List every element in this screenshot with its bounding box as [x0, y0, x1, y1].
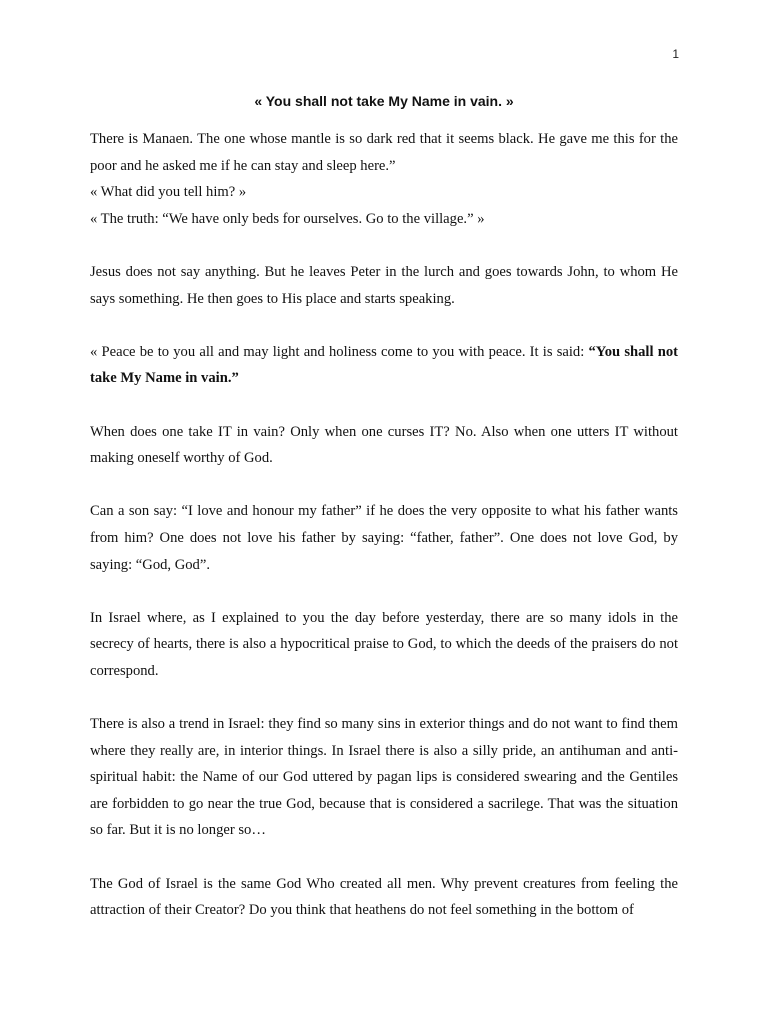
paragraph-3-text: « Peace be to you all and may light and holiness come to you with peace. It is said:: [90, 343, 589, 360]
paragraph-1: [90, 126, 678, 179]
dialogue-question: [90, 179, 678, 206]
dialogue-question-text: « What did you tell him? »: [90, 184, 247, 201]
document-body: [90, 126, 678, 950]
commandment-quote: “You shall not take My Name in vain.”: [90, 343, 678, 387]
paragraph-4: When does one take IT in vain? Only when one curses IT? No. Also when one utters IT without making oneself worthy of God.: [90, 423, 678, 467]
paragraph-6: In Israel where, as I explained to you the day before yesterday, there are so many idols in the secrecy of hearts, there is also a hypocritical praise to God, to which the deeds of the praisers do not correspond.: [90, 609, 678, 679]
paragraph-3: [90, 339, 678, 392]
paragraph-5: Can a son say: “I love and honour my father” if he does the very opposite to what his father wants from him? One does not love his father by saying: “father, father”. One does not love God, by saying: “God, God”.: [90, 503, 678, 573]
paragraph-8: The God of Israel is the same God Who created all men. Why prevent creatures from feeling the attraction of their Creator? Do you think that heathens do not feel something in the bottom of: [90, 875, 678, 919]
dialogue-answer: [90, 206, 678, 233]
paragraph-2: Jesus does not say anything. But he leaves Peter in the lurch and goes towards John, to whom He says something. He then goes to His place and starts speaking.: [90, 263, 678, 307]
dialogue-answer-text: « The truth: “We have only beds for ourselves. Go to the village.” »: [90, 210, 485, 227]
document-title: « You shall not take My Name in vain. »: [254, 93, 514, 109]
paragraph-7: There is also a trend in Israel: they find so many sins in exterior things and do not want to find them where they really are, in interior things. In Israel there is also a silly pride, an antihuman and anti-spiritual habit: the Name of our God uttered by pagan lips is considered swearing and the Gentiles are forbidden to go near the true God, because that is considered a sacrilege. That was the situation so far. But it is no longer so…: [90, 716, 678, 839]
paragraph-1-text: There is Manaen. The one whose mantle is so dark red that it seems black. He gave me this for the poor and he asked me if he can stay and sleep here.”: [90, 131, 678, 174]
page-number: 1: [672, 47, 679, 61]
